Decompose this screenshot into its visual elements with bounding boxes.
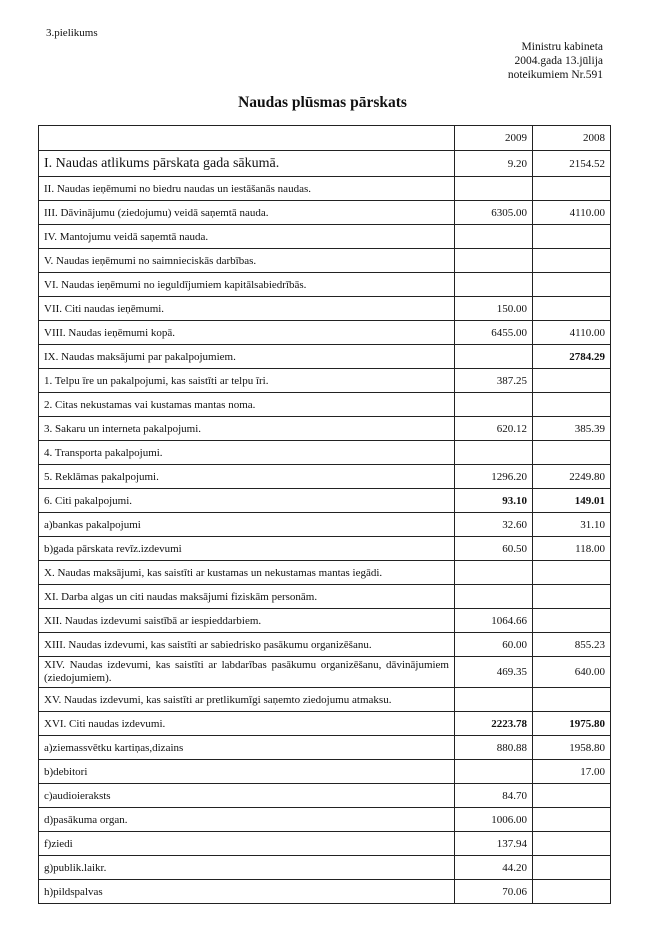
row-label: d)pasākuma organ. (39, 808, 455, 832)
value-y2009: 9.20 (455, 151, 533, 177)
row-label: 2. Citas nekustamas vai kustamas mantas noma. (39, 393, 455, 417)
table-row (39, 832, 611, 856)
value-y2009 (455, 273, 533, 297)
regulation-reference (508, 40, 603, 82)
header-cell-2009: 2009 (455, 126, 533, 151)
value-y2008 (533, 177, 611, 201)
table-row (39, 441, 611, 465)
value-y2009: 60.50 (455, 537, 533, 561)
value-y2009: 387.25 (455, 369, 533, 393)
value-y2008: 118.00 (533, 537, 611, 561)
table-row (39, 561, 611, 585)
value-y2008: 149.01 (533, 489, 611, 513)
value-y2009 (455, 345, 533, 369)
value-y2008: 4110.00 (533, 321, 611, 345)
table-row (39, 151, 611, 177)
row-label: XI. Darba algas un citi naudas maksājumi fiziskām personām. (39, 585, 455, 609)
value-y2008: 2784.29 (533, 345, 611, 369)
table-row (39, 393, 611, 417)
table-row (39, 249, 611, 273)
value-y2008: 1958.80 (533, 736, 611, 760)
regulation-line: noteikumiem Nr.591 (507, 69, 603, 81)
value-y2008 (533, 832, 611, 856)
value-y2009: 93.10 (455, 489, 533, 513)
row-label: XII. Naudas izdevumi saistībā ar iespieddarbiem. (39, 609, 455, 633)
value-y2009: 880.88 (455, 736, 533, 760)
annex-label: 3.pielikums (46, 27, 98, 39)
row-label: IV. Mantojumu veidā saņemtā nauda. (39, 225, 455, 249)
table-row (39, 417, 611, 441)
table-row (39, 784, 611, 808)
row-label: a)bankas pakalpojumi (39, 513, 455, 537)
value-y2009: 60.00 (455, 633, 533, 657)
value-y2009 (455, 585, 533, 609)
table-row (39, 345, 611, 369)
value-y2009 (455, 177, 533, 201)
value-y2009: 620.12 (455, 417, 533, 441)
value-y2009: 6455.00 (455, 321, 533, 345)
value-y2008 (533, 609, 611, 633)
value-y2009: 1006.00 (455, 808, 533, 832)
table-row (39, 736, 611, 760)
regulation-line: Ministru kabineta (521, 41, 603, 53)
row-label: XVI. Citi naudas izdevumi. (39, 712, 455, 736)
value-y2009 (455, 760, 533, 784)
table-row (39, 657, 611, 688)
value-y2008 (533, 561, 611, 585)
table-row (39, 225, 611, 249)
value-y2008: 17.00 (533, 760, 611, 784)
value-y2008: 2154.52 (533, 151, 611, 177)
value-y2008: 385.39 (533, 417, 611, 441)
value-y2009: 44.20 (455, 856, 533, 880)
value-y2009 (455, 688, 533, 712)
header-cell-2008: 2008 (533, 126, 611, 151)
row-label: c)audioieraksts (39, 784, 455, 808)
table-row (39, 321, 611, 345)
table-row (39, 808, 611, 832)
value-y2008 (533, 856, 611, 880)
row-label: VIII. Naudas ieņēmumi kopā. (39, 321, 455, 345)
table-row (39, 177, 611, 201)
row-label: VII. Citi naudas ieņēmumi. (39, 297, 455, 321)
value-y2009: 469.35 (455, 657, 533, 688)
row-label: V. Naudas ieņēmumi no saimnieciskās darbības. (39, 249, 455, 273)
row-label: 1. Telpu īre un pakalpojumi, kas saistīti ar telpu īri. (39, 369, 455, 393)
row-label: IX. Naudas maksājumi par pakalpojumiem. (39, 345, 455, 369)
row-label: XIV. Naudas izdevumi, kas saistīti ar labdarības pasākumu organizēšanu, dāvinājumiem (ziedojumiem). (39, 657, 455, 688)
value-y2009 (455, 225, 533, 249)
value-y2008: 2249.80 (533, 465, 611, 489)
value-y2008 (533, 688, 611, 712)
value-y2009: 32.60 (455, 513, 533, 537)
table-row (39, 513, 611, 537)
row-label: h)pildspalvas (39, 880, 455, 904)
row-label: 5. Reklāmas pakalpojumi. (39, 465, 455, 489)
table-row (39, 880, 611, 904)
value-y2009 (455, 561, 533, 585)
value-y2008 (533, 369, 611, 393)
table-row (39, 609, 611, 633)
table-row (39, 369, 611, 393)
value-y2009: 6305.00 (455, 201, 533, 225)
value-y2009 (455, 393, 533, 417)
value-y2008 (533, 880, 611, 904)
value-y2008 (533, 225, 611, 249)
value-y2009: 84.70 (455, 784, 533, 808)
header-cell-label (39, 126, 455, 151)
table-row (39, 712, 611, 736)
row-label: III. Dāvinājumu (ziedojumu) veidā saņemtā nauda. (39, 201, 455, 225)
value-y2008 (533, 808, 611, 832)
cash-flow-table (38, 125, 611, 904)
row-label: f)ziedi (39, 832, 455, 856)
table-header-row (39, 126, 611, 151)
table-row (39, 273, 611, 297)
row-label: b)debitori (39, 760, 455, 784)
table-row (39, 489, 611, 513)
row-label: XV. Naudas izdevumi, kas saistīti ar pretlikumīgi saņemto ziedojumu atmaksu. (39, 688, 455, 712)
value-y2008: 1975.80 (533, 712, 611, 736)
regulation-line: 2004.gada 13.jūlija (514, 55, 603, 67)
value-y2008 (533, 585, 611, 609)
row-label: b)gada pārskata revīz.izdevumi (39, 537, 455, 561)
value-y2009 (455, 441, 533, 465)
row-label: I. Naudas atlikums pārskata gada sākumā. (39, 151, 455, 177)
table-row (39, 856, 611, 880)
value-y2008: 4110.00 (533, 201, 611, 225)
table-row (39, 537, 611, 561)
value-y2009: 2223.78 (455, 712, 533, 736)
value-y2009 (455, 249, 533, 273)
document-title: Naudas plūsmas pārskats (238, 94, 407, 111)
row-label: X. Naudas maksājumi, kas saistīti ar kustamas un nekustamas mantas iegādi. (39, 561, 455, 585)
value-y2008 (533, 273, 611, 297)
row-label: II. Naudas ieņēmumi no biedru naudas un iestāšanās naudas. (39, 177, 455, 201)
row-label: 3. Sakaru un interneta pakalpojumi. (39, 417, 455, 441)
value-y2009: 70.06 (455, 880, 533, 904)
value-y2009: 137.94 (455, 832, 533, 856)
table-row (39, 760, 611, 784)
row-label: VI. Naudas ieņēmumi no ieguldījumiem kapitālsabiedrībās. (39, 273, 455, 297)
value-y2008 (533, 393, 611, 417)
value-y2009: 150.00 (455, 297, 533, 321)
value-y2008: 31.10 (533, 513, 611, 537)
row-label: g)publik.laikr. (39, 856, 455, 880)
row-label: 6. Citi pakalpojumi. (39, 489, 455, 513)
value-y2008: 640.00 (533, 657, 611, 688)
value-y2008: 855.23 (533, 633, 611, 657)
value-y2008 (533, 249, 611, 273)
table-row (39, 633, 611, 657)
table-row (39, 297, 611, 321)
row-label: 4. Transporta pakalpojumi. (39, 441, 455, 465)
table-row (39, 465, 611, 489)
row-label: a)ziemassvētku kartiņas,dizains (39, 736, 455, 760)
table-row (39, 585, 611, 609)
table-row (39, 201, 611, 225)
value-y2009: 1296.20 (455, 465, 533, 489)
table-row (39, 688, 611, 712)
value-y2008 (533, 441, 611, 465)
value-y2009: 1064.66 (455, 609, 533, 633)
row-label: XIII. Naudas izdevumi, kas saistīti ar sabiedrisko pasākumu organizēšanu. (39, 633, 455, 657)
value-y2008 (533, 297, 611, 321)
value-y2008 (533, 784, 611, 808)
